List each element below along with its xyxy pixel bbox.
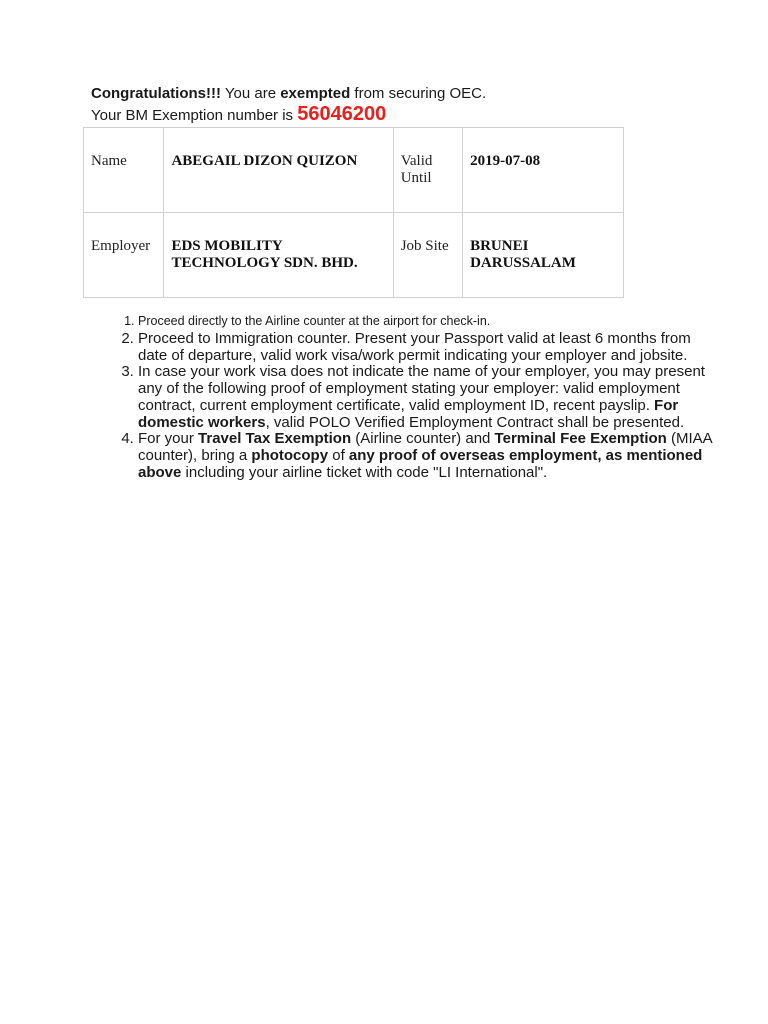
valid-until-value: 2019-07-08 [463,128,624,213]
terminal-fee-text: Terminal Fee Exemption [494,430,667,448]
exempted-text: exempted [280,85,351,102]
table-row [84,128,624,213]
valid-until-label: Valid Until [393,128,462,213]
congratulations-line: Congratulations!!! You are exempted from securing OEC. [91,85,487,102]
employer-label: Employer [84,213,164,298]
domestic-workers-text: For domestic workers [138,396,679,431]
job-site-value: BRUNEI DARUSSALAM [463,213,624,298]
info-table [83,127,624,298]
table-row [84,213,624,298]
intro-block [91,84,486,126]
photocopy-text: photocopy [251,446,329,464]
congratulations-text: Congratulations!!! [91,85,221,102]
list-item: 4. For your Travel Tax Exemption (Airline counter) and Terminal Fee Exemption (MIAA counter), bring a photocopy of any proof of overseas employment, as mentioned above including your airline ticket with code "LI International". [138,431,718,481]
employer-value: EDS MOBILITY TECHNOLOGY SDN. BHD. [164,213,393,298]
travel-tax-text: Travel Tax Exemption [198,430,352,448]
name-label: Name [84,128,164,213]
job-site-label: Job Site [393,213,462,298]
list-item: 3. In case your work visa does not indicate the name of your employer, you may present any of the following proof of employment stating your employer: valid employment contract, current employment certificate, valid employment ID, recent payslip. For domestic workers, valid POLO Verified Employment Contract shall be presented. [138,364,718,431]
list-item: 1. Proceed directly to the Airline counter at the airport for check-in. [138,312,718,331]
exemption-number-line: Your BM Exemption number is 56046200 [91,103,387,125]
instructions-list [102,312,718,481]
proof-text: any proof of overseas employment, as mentioned above [138,446,703,481]
name-value: ABEGAIL DIZON QUIZON [164,128,393,213]
list-item: 2. Proceed to Immigration counter. Present your Passport valid at least 6 months from date of departure, valid work visa/work permit indicating your employer and jobsite. [138,331,718,364]
exemption-number: 56046200 [297,103,387,125]
